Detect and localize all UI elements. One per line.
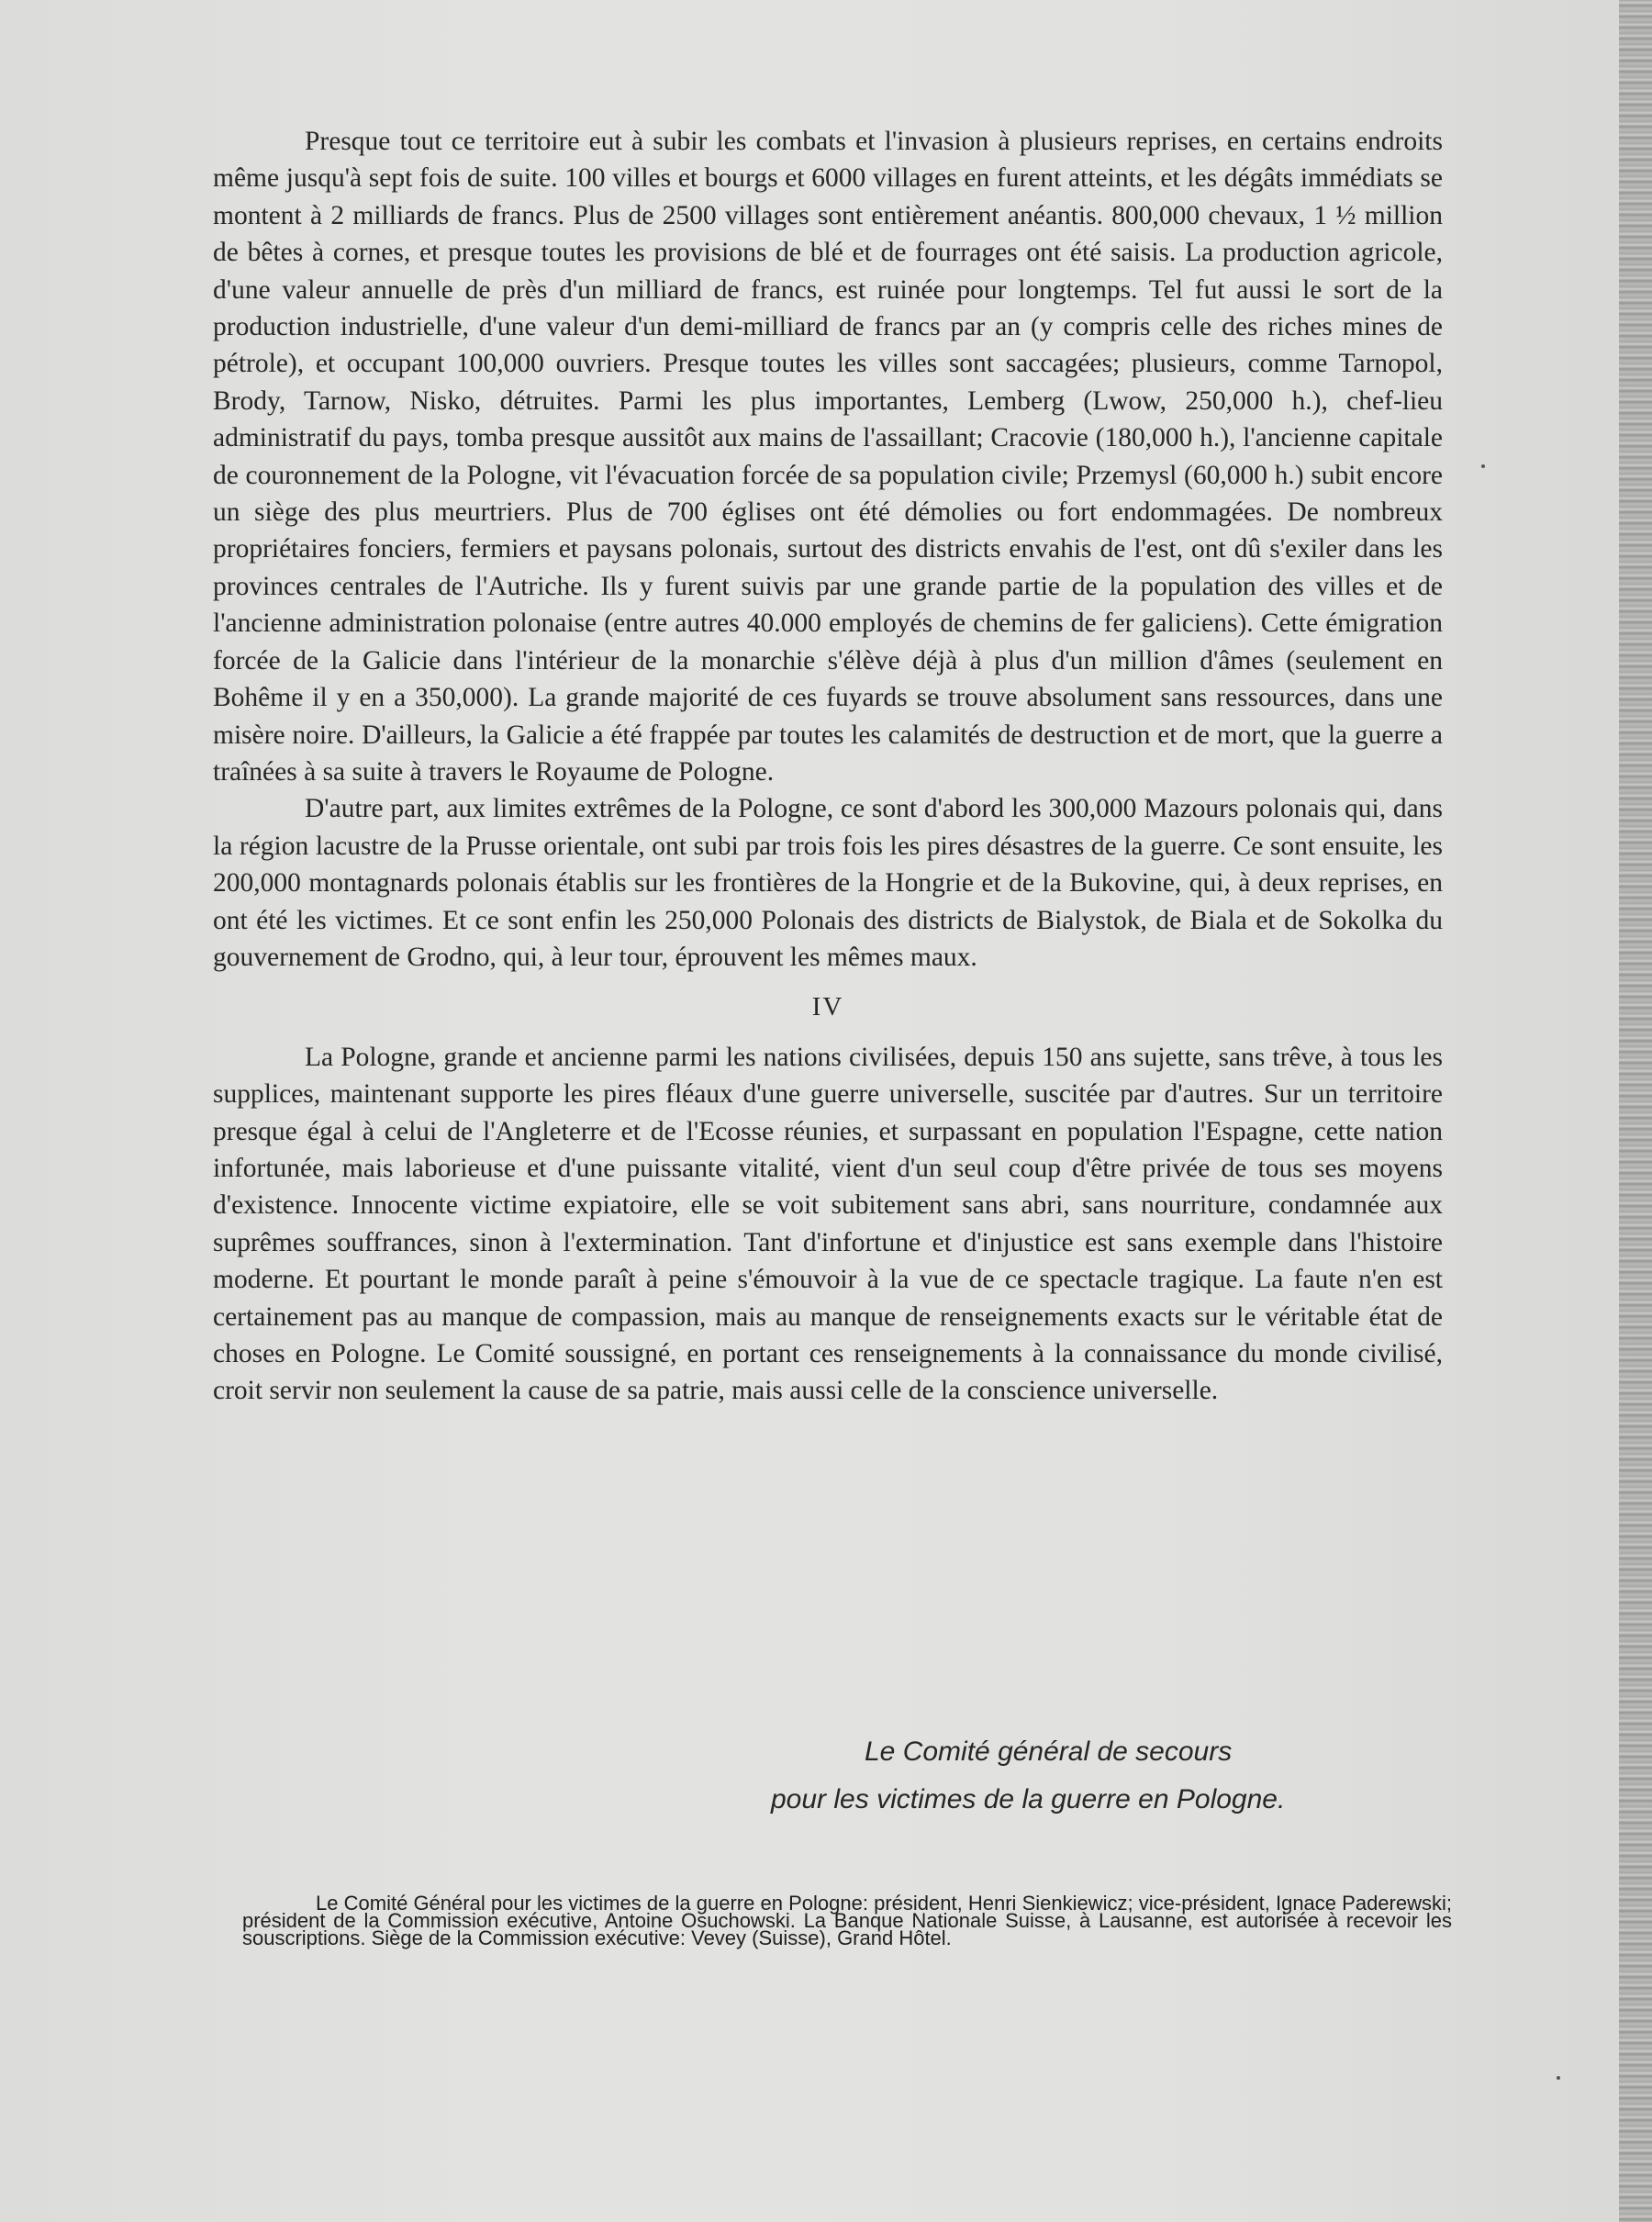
paragraph-borders: D'autre part, aux limites extrêmes de la Pologne, ce sont d'abord les 300,000 Mazours polonais qui, dans la région lacustre de la Prusse orientale, ont subi par trois fois les pires désastres de la guerre. Ce sont ensuite, les 200,000 montagnards polonais établis sur les frontières de la Hongrie et de la Bukovine, qui, à deux reprises, en ont été les victimes. Et ce sont enfin les 250,000 Polonais des districts de Bialystok, de Biala et de Sokolka du gouvernement de Grodno, qui, à leur tour, éprouvent les mêmes maux.: [213, 794, 1443, 972]
paragraph-territory: Presque tout ce territoire eut à subir les combats et l'invasion à plusieurs reprises, en certains endroits même jusqu'à sept fois de suite. 100 villes et bourgs et 6000 villages en furent atteints, et les dégâts immédiats se montent à 2 milliards de francs. Plus de 2500 villages sont entièrement anéantis. 800,000 chevaux, 1 ½ million de bêtes à cornes, et presque toutes les provisions de blé et de fourrages ont été saisis. La production agricole, d'une valeur annuelle de près d'un milliard de francs, est ruinée pour longtemps. Tel fut aussi le sort de la production industrielle, d'une valeur d'un demi-milliard de francs par an (y compris celle des riches mines de pétrole), et occupant 100,000 ouvriers. Presque toutes les villes sont saccagées; plusieurs, comme Tarnopol, Brody, Tarnow, Nisko, détruites. Parmi les plus importantes, Lemberg (Lwow, 250,000 h.), chef-lieu administratif du pays, tomba presque aussitôt aux mains de l'assaillant; Cracovie (180,000 h.), l'ancienne capitale de couronnement de la Pologne, vit l'évacuation forcée de sa population civile; Przemysl (60,000 h.) subit encore un siège des plus meurtriers. Plus de 700 églises ont été démolies ou fort endommagées. De nombreux propriétaires fonciers, fermiers et paysans polonais, surtout des districts envahis de l'est, ont dû s'exiler dans les provinces centrales de l'Autriche. Ils y furent suivis par une grande partie de la population des villes et de l'ancienne administration polonaise (entre autres 40.000 employés de chemins de fer galiciens). Cette émigration forcée de la Galicie dans l'intérieur de la monarchie s'élève déjà à plus d'un million d'âmes (seulement en Bohême il y en a 350,000). La grande majorité de ces fuyards se trouve absolument sans ressources, dans une misère noire. D'ailleurs, la Galicie a été frappée par toutes les calamités de destruction et de mort, que la guerre a traînées à sa suite à travers le Royaume de Pologne.: [213, 127, 1443, 787]
section-heading: IV: [811, 992, 844, 1022]
scanned-page-edge: [1619, 0, 1652, 2222]
signature-line-2: pour les victimes de la guerre en Pologne.: [771, 1784, 1286, 1814]
paragraph-poland: La Pologne, grande et ancienne parmi les nations civilisées, depuis 150 ans sujette, sans trêve, à tous les supplices, maintenant supporte les pires fléaux d'une guerre universelle, suscitée par d'autres. Sur un territoire presque égal à celui de l'Angleterre et de l'Ecosse réunies, et surpassant en population l'Espagne, cette nation infortunée, mais laborieuse et d'une puissante vitalité, vient d'un seul coup d'être privée de tous ses moyens d'existence. Innocente victime expiatoire, elle se voit subitement sans abri, sans nourriture, condamnée aux suprêmes souffrances, sinon à l'extermination. Tant d'infortune et d'injustice est sans exemple dans l'histoire moderne. Et pourtant le monde paraît à peine s'émouvoir à la vue de ce spectacle tragique. La faute n'en est certainement pas au manque de compassion, mais au manque de renseignements exacts sur le véritable état de choses en Pologne. Le Comité soussigné, en portant ces renseignements à la connaissance du monde civilisé, croit servir non seulement la cause de sa patrie, mais aussi celle de la conscience universelle.: [213, 1042, 1443, 1406]
footnote: Le Comité Général pour les victimes de la guerre en Pologne: président, Henri Sienkiewicz; vice-président, Ignace Paderewski; président de la Commission exécutive, Antoine Osuchowski. La Banque Nationale Suisse, à Lausanne, est autorisée à recevoir les souscriptions. Siège de la Commission exécutive: Vevey (Suisse), Grand Hôtel.: [242, 1892, 1452, 1949]
speck-mark: [1557, 2076, 1560, 2080]
speck-mark: [1481, 464, 1485, 468]
main-text: [213, 123, 1443, 1410]
signature-line-1: Le Comité général de secours: [865, 1736, 1233, 1767]
